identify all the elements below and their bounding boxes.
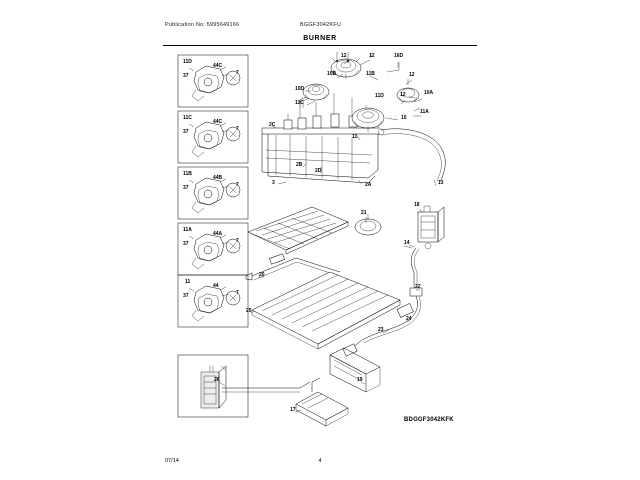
callout-11B: 11B — [366, 71, 375, 77]
footer-page-number: 4 — [318, 458, 322, 464]
callout-11: 11 — [352, 134, 358, 140]
callout-2C: 2C — [269, 122, 276, 128]
callout-16D: 16D — [394, 53, 404, 59]
callout-2B: 2B — [296, 162, 303, 168]
callout-11C: 11C — [183, 115, 192, 121]
callout-2D: 2D — [315, 168, 322, 174]
callout-44C: 44C — [213, 119, 223, 125]
callout-7: 7 — [236, 290, 239, 296]
callout-11C: 11C — [295, 100, 304, 106]
callout-37: 37 — [183, 185, 189, 191]
callout-22: 22 — [415, 284, 421, 290]
callout-37: 37 — [183, 129, 189, 135]
callout-26: 26 — [214, 377, 220, 383]
callout-12: 12 — [400, 92, 406, 98]
footer-date: 07/14 — [165, 458, 179, 464]
callout-7: 7 — [236, 126, 239, 132]
callout-19: 19 — [357, 377, 363, 383]
oven-bottom-panel-25 — [252, 272, 400, 349]
callout-11A: 11A — [420, 109, 429, 115]
callout-10: 10 — [401, 115, 407, 121]
callout-23: 23 — [378, 327, 384, 333]
callout-12: 12 — [369, 53, 375, 59]
callout-14: 14 — [404, 240, 410, 246]
publication-value: 5995649166 — [206, 22, 240, 28]
callout-37: 37 — [183, 241, 189, 247]
burner-head-10D — [303, 84, 329, 100]
callout-44C: 44C — [213, 63, 223, 69]
callout-12: 12 — [409, 72, 415, 78]
publication-label: Publication No: — [165, 22, 205, 28]
gas-supply-tube-13 — [378, 129, 445, 182]
detail-box-igniter — [178, 355, 248, 417]
bottom-bracket-17 — [296, 378, 348, 426]
callout-11: 11 — [185, 279, 191, 285]
callout-7: 7 — [236, 238, 239, 244]
callout-18: 18 — [414, 202, 420, 208]
callout-11B: 11B — [183, 171, 192, 177]
model-number: BGGF3042KFU — [300, 22, 342, 28]
callout-2A: 2A — [365, 182, 372, 188]
callout-10B: 10B — [327, 71, 337, 77]
callout-21: 21 — [361, 210, 367, 216]
burner-head-10A — [352, 108, 384, 132]
callout-11D: 11D — [183, 59, 192, 65]
callout-44: 44 — [213, 283, 219, 289]
callout-44A: 44A — [213, 231, 223, 237]
callout-11D: 11D — [375, 93, 384, 99]
callout-11A: 11A — [183, 227, 192, 233]
leader-lines — [219, 60, 436, 412]
callout-17: 17 — [290, 407, 296, 413]
burner-ring-21 — [355, 214, 381, 235]
callout-7: 7 — [236, 182, 239, 188]
callout-25: 25 — [246, 308, 252, 314]
callout-13: 13 — [438, 180, 444, 186]
callout-37: 37 — [183, 73, 189, 79]
bottom-bracket-19 — [330, 348, 380, 392]
callout-10A: 10A — [424, 90, 434, 96]
callout-7: 7 — [236, 70, 239, 76]
diagram-code: BDGGF3042KFK — [404, 417, 454, 423]
callout-10D: 10D — [295, 86, 305, 92]
callout-3: 3 — [272, 180, 275, 186]
callout-12: 12 — [341, 53, 347, 59]
oven-burner-panel-21 — [248, 207, 348, 254]
rail-26 — [222, 382, 310, 392]
callout-20: 20 — [259, 272, 265, 278]
callout-44B: 44B — [213, 175, 223, 181]
callout-37: 37 — [183, 293, 189, 299]
page-title: BURNER — [303, 35, 337, 42]
callout-24: 24 — [406, 316, 412, 322]
